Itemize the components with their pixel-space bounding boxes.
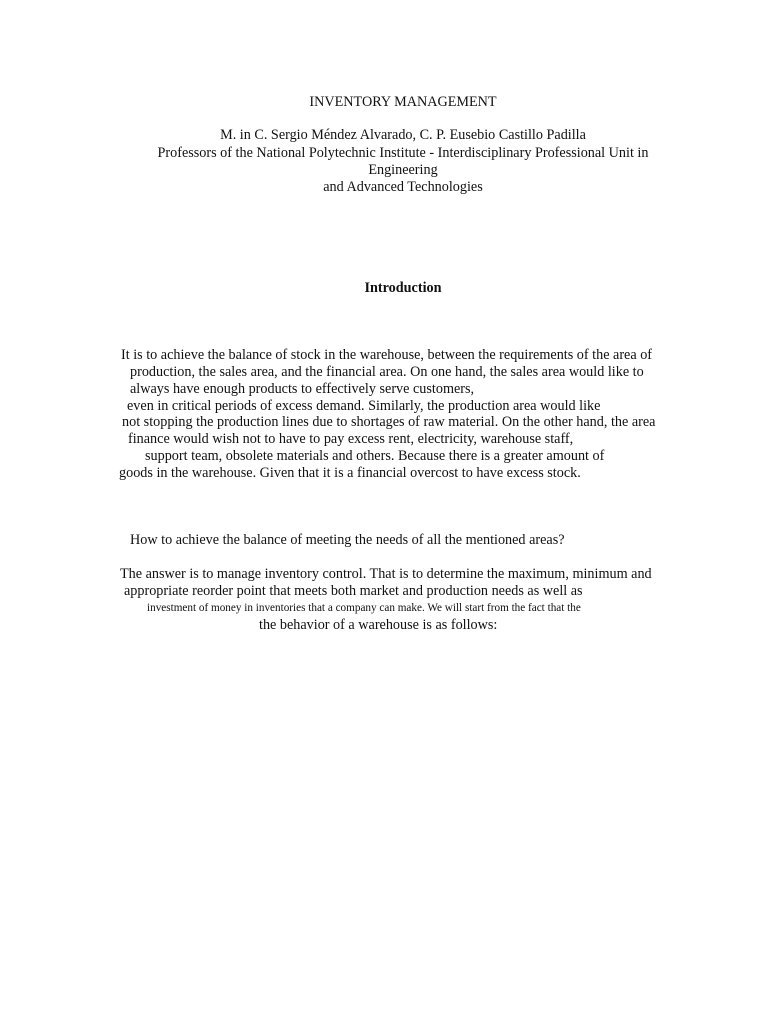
intro-line-1: It is to achieve the balance of stock in the warehouse, between the requirements of the area of [121, 347, 653, 363]
answer-line-1: The answer is to manage inventory control. That is to determine the maximum, minimum and [120, 566, 652, 582]
intro-line-2: production, the sales area, and the financial area. On one hand, the sales area would like to [130, 364, 644, 380]
answer-line-4: the behavior of a warehouse is as follows: [259, 617, 498, 633]
section-heading: Introduction [364, 280, 442, 296]
intro-line-3: always have enough products to effectively serve customers, [130, 381, 475, 397]
intro-line-8: goods in the warehouse. Given that it is a financial overcost to have excess stock. [119, 465, 581, 481]
intro-line-6: finance would wish not to have to pay excess rent, electricity, warehouse staff, [128, 431, 574, 447]
affiliation-line-1: Professors of the National Polytechnic Institute - Interdisciplinary Professional Unit in [157, 145, 649, 161]
intro-line-4: even in critical periods of excess demand. Similarly, the production area would like [127, 398, 601, 414]
affiliation-line-3: and Advanced Technologies [323, 179, 483, 195]
document-title: INVENTORY MANAGEMENT [309, 94, 497, 110]
authors-line: M. in C. Sergio Méndez Alvarado, C. P. Eusebio Castillo Padilla [220, 127, 586, 143]
affiliation-line-2: Engineering [368, 162, 438, 178]
intro-line-7: support team, obsolete materials and others. Because there is a greater amount of [145, 448, 605, 464]
answer-line-2: appropriate reorder point that meets both market and production needs as well as [124, 583, 583, 599]
intro-line-5: not stopping the production lines due to shortages of raw material. On the other hand, the area [122, 414, 656, 430]
answer-line-3: investment of money in inventories that a company can make. We will start from the fact that the [147, 602, 581, 614]
question-line: How to achieve the balance of meeting the needs of all the mentioned areas? [130, 532, 565, 548]
